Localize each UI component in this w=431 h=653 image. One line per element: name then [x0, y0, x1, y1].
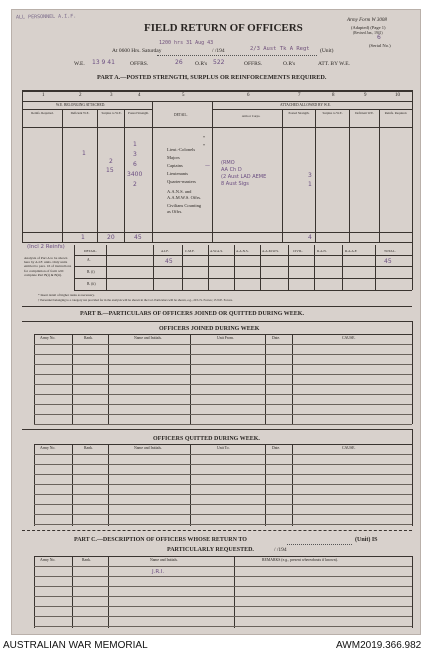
analysis-head: R.A.A.F. — [345, 249, 358, 253]
date-blanks: / /194 — [212, 48, 225, 54]
analysis-head: A.A.N.S. — [236, 249, 249, 253]
part-c-signature: J.R.I. — [152, 569, 165, 575]
total-col7: 4 — [308, 234, 312, 241]
subhead-right: Posted Strength. — [288, 111, 310, 115]
incl-note: (Incl 2 Reinfs) — [27, 244, 65, 250]
hw-attached-value: AA Ch D — [221, 167, 242, 173]
analysis-head: DETAIL. — [84, 249, 97, 253]
subhead-right: Surplus to W.E. — [322, 111, 343, 115]
part-c-head: REMARKS (e.g., present whereabouts if known). — [262, 558, 338, 562]
analysis-head: C.M.F. — [185, 249, 195, 253]
table-rule — [34, 414, 412, 415]
table-rule — [34, 464, 412, 465]
subhead-right: Deficient W.E. — [355, 111, 374, 115]
footer-credit: AUSTRALIAN WAR MEMORIAL — [3, 640, 148, 651]
part-c-head: Army No. — [40, 558, 56, 562]
column-number: 6 — [247, 93, 250, 98]
table-head: Name and Initials. — [134, 446, 162, 450]
total-col3: 20 — [107, 234, 115, 241]
table-head: Date. — [272, 446, 281, 450]
hw-col3-value: 15 — [106, 167, 114, 174]
table-rule — [34, 504, 412, 505]
offrs-label: OFFRS. — [130, 61, 149, 67]
table-rule — [34, 596, 412, 597]
column-number: 8 — [332, 93, 335, 98]
part-c-date: / /194 — [274, 547, 287, 553]
subhead-left: Surplus to W.E. — [101, 111, 122, 115]
part-b-title: PART B.—PARTICULARS OF OFFICERS JOINED OR QUITTED DURING WEEK. — [80, 311, 304, 317]
subhead-right: Arm or Corps. — [241, 114, 261, 118]
form-reference: Army Form W 3008 — [347, 18, 387, 23]
column-number: 7 — [298, 93, 301, 98]
hw-col7-value: 1 — [308, 181, 312, 188]
analysis-aif: 45 — [165, 258, 173, 265]
ors-label: O.R's — [195, 61, 208, 67]
we-label: W.E. — [74, 61, 85, 67]
part-c-head: Name and Initials. — [150, 558, 178, 562]
table-rule — [34, 404, 412, 405]
analysis-note: Analysis of Part A to be shown here by A.I.F. units. Only units entitled to para. 16 of instructions for compilation of form will complete Part B(i) & B(ii). — [24, 256, 72, 277]
analysis-row-label: B. (ii) — [87, 282, 96, 286]
table-head: Unit To. — [217, 446, 230, 450]
hw-dash: — — [205, 163, 210, 169]
column-number: 3 — [110, 93, 113, 98]
footer-accession: AWM2019.366.982 — [336, 640, 422, 651]
table-rule — [34, 384, 412, 385]
total-col4: 45 — [134, 234, 142, 241]
table-rule — [34, 354, 412, 355]
serial-value: 6 — [377, 34, 381, 41]
form-adapted: (Adapted) (Page 1) — [351, 25, 386, 30]
att-label: ATT. BY W.E. — [318, 61, 350, 67]
part-c-head: Rank. — [82, 558, 91, 562]
part-c-title: PART C.—DESCRIPTION OF OFFICERS WHOSE RETURN TO — [74, 537, 247, 543]
ors2-label: O.R's — [283, 61, 296, 67]
rank-label: as Offrs. — [167, 209, 183, 214]
table-rule — [34, 616, 412, 617]
table-rule — [34, 424, 412, 425]
rank-label: A.A.M.W.S. Offrs. — [167, 195, 202, 200]
hw-col4-value: 2 — [133, 181, 137, 188]
hw-col4-value: 1 — [133, 141, 137, 148]
corner-stamp: ALL PERSONNEL A.I.F. — [15, 13, 77, 21]
table-rule — [34, 344, 412, 345]
table-head: Unit From. — [217, 336, 234, 340]
table-head: Name and Initials. — [134, 336, 162, 340]
rank-label: Lieutenants — [167, 171, 188, 176]
table-rule — [34, 494, 412, 495]
unit-label: (Unit) — [320, 48, 334, 54]
rank-label: Civilians Counting — [167, 203, 202, 208]
we-belonging-head: W.E. BELONGING ATTACHED. — [56, 103, 106, 107]
part-c-requested: PARTICULARLY REQUESTED. — [167, 547, 254, 553]
unit-stamp-time: 1200 hrs 31 Aug 43 — [159, 40, 214, 46]
hw-col3-value: 2 — [109, 158, 113, 165]
attached-allowed-head: ATTACHED ALLOWED BY W.E. — [280, 103, 331, 107]
table-rule — [34, 364, 412, 365]
at-label: At 0600 Hrs. Saturday — [112, 48, 162, 54]
column-number: 5 — [182, 93, 185, 98]
detail-head: DETAIL. — [174, 113, 188, 117]
form-title: FIELD RETURN OF OFFICERS — [144, 22, 303, 34]
table-head: Date. — [272, 336, 281, 340]
table-rule — [34, 576, 412, 577]
joined-title: OFFICERS JOINED DURING WEEK — [159, 326, 260, 332]
column-number: 9 — [364, 93, 367, 98]
analysis-head: A.I.F. — [161, 249, 169, 253]
rank-label: Majors — [167, 155, 180, 160]
subhead-right: Reinfs. Required. — [384, 111, 408, 115]
rank-label: Captains — [167, 163, 183, 168]
table-rule — [34, 606, 412, 607]
hw-attached-value: 8 Aust Sigs — [221, 181, 249, 187]
analysis-head: A.W.A.S. — [210, 249, 224, 253]
table-rule — [34, 586, 412, 587]
serial-label: (Serial No.) — [369, 43, 391, 48]
table-head: CAUSE. — [342, 446, 356, 450]
subhead-left: Posted Strength. — [128, 111, 149, 115]
hw-col4-value: 6 — [133, 161, 137, 168]
analysis-head: R.A.N. — [317, 249, 327, 253]
analysis-total: 45 — [384, 258, 392, 265]
we-values: 13 9 41 — [92, 59, 115, 66]
field-return-form: ALL PERSONNEL A.I.F. FIELD RETURN OF OFFICERS Army Form W 3008 (Adapted) (Page 1) (Revised Jan., 1941) 6 (Serial No.) At 0600 Hrs. Saturday 1200 hrs 31 Aug 43 / /194 2/3 Aust Tk A Regt (Unit) W.E. 13 9 41 OFFRS. 26 O.R's 522 OFFRS. O.R's ATT. BY W.E. PART A.—POSTED STRENGTH, SURPLUS OR REINFORCEMENTS REQUIRED. 1 2 3 4 5 6 7 8 9 10 W.E. BELONGING ATTACHED. ATTACHED ALLOWED BY W.E. Reinfs. Required. Deficient W.E. Surplus to W.E. Posted Strength. Arm or Corps. Posted Strength. Surplus to W.E. Deficient W.E. Reinfs. Required. DETAIL. Lieut.-Colonels Majors Captains Lieutenants Quarter-masters A.A.N.S. and A.A.M.W.S. Offrs. Civilians Counting as Offrs. * * 1 2 15 1 3 6 3400 2 (RMO AA Ch D (2 Aust LAD AEME 8 Aust Sigs — 3 1 1 20 45 4 (Incl 2 Reinfs) Analysis of Part A to be shown here by A.I.F. units. Only units entitled to para. 16 of instructions for compilation of form will complete Part B(i) & B(ii). DETAIL. A.I.F. C.M.F. A.W.A.S. A.A.N.S. A.A.M.W.S. CIVIL. R.A.N. R.A.A.F. TOTAL. A. B. (i) B. (ii) 45 45 * Insert detail of higher ranks as necessary. † Personnel belonging to a category not provided for in the analysis will be shown in the Col. Particulars will be shown, e.g., 20 U.S. Forces; 15 N.E. Forces. PART B.—PARTICULARS OF OFFICERS JOINED OR QUITTED DURING WEEK. OFFICERS JOINED DURING WEEK Army No. Rank. Name and Initials. Unit From. Date. CAUSE. OFFICERS QUITTED DURING WEEK. Army No. Rank. Name and Initials. Unit To. Date. CAUSE. PART C.—DESCRIPTION OF OFFICERS WHOSE RETURN TO (Unit) IS PARTICULARLY REQUESTED. / /194 Army No. Rank. Name and Initials. REMARKS (e.g., present whereabouts if known). J.R.I. — [11, 9, 421, 635]
table-rule — [34, 474, 412, 475]
hw-col4-value: 3 — [133, 151, 137, 158]
hw-col2: 1 — [82, 150, 86, 157]
table-rule — [34, 484, 412, 485]
table-head: Rank. — [84, 336, 93, 340]
part-c-unit-is: (Unit) IS — [355, 537, 378, 543]
hw-col4-value: 3400 — [127, 171, 143, 178]
table-head: CAUSE. — [342, 336, 356, 340]
table-rule — [34, 514, 412, 515]
table-rule — [34, 626, 412, 627]
hw-attached-value: (2 Aust LAD AEME — [221, 174, 267, 180]
analysis-head: A.A.M.W.S. — [262, 249, 279, 253]
unit-stamp-name: 2/3 Aust Tk A Regt — [250, 46, 310, 52]
quitted-title: OFFICERS QUITTED DURING WEEK. — [153, 436, 260, 442]
table-rule — [34, 394, 412, 395]
table-rule — [34, 454, 412, 455]
analysis-head: TOTAL. — [384, 249, 396, 253]
part-a-title: PART A.—POSTED STRENGTH, SURPLUS OR REINFORCEMENTS REQUIRED. — [97, 74, 327, 81]
column-number: 4 — [138, 93, 141, 98]
footnote-2: † Personnel belonging to a category not provided for in the analysis will be shown in the Col. Particulars will be shown, e.g., 20 U.S. Forces; 15 N.E. Forces. — [38, 298, 233, 302]
offrs-value: 26 — [175, 59, 183, 66]
table-rule — [34, 524, 412, 525]
footnote-1: * Insert detail of higher ranks as necessary. — [38, 293, 95, 297]
table-head: Rank. — [84, 446, 93, 450]
column-number: 10 — [395, 93, 400, 98]
subhead-left: Deficient W.E. — [70, 111, 90, 115]
hw-attached-value: (RMO — [221, 160, 235, 166]
rank-label: Lieut.-Colonels — [167, 147, 196, 152]
analysis-row-label: A. — [87, 258, 91, 262]
rank-label: Quarter-masters — [167, 179, 196, 184]
table-head: Army No. — [40, 336, 56, 340]
subhead-left: Reinfs. Required. — [31, 111, 54, 115]
analysis-row-label: B. (i) — [87, 270, 95, 274]
hw-col7-value: 3 — [308, 172, 312, 179]
rank-label: A.A.N.S. and — [167, 189, 192, 194]
offrs2-label: OFFRS. — [244, 61, 263, 67]
column-number: 1 — [42, 93, 45, 98]
table-head: Army No. — [40, 446, 56, 450]
ors-value: 522 — [213, 59, 225, 66]
form-revised: (Revised Jan., 1941) — [353, 31, 383, 35]
analysis-head: CIVIL. — [293, 249, 303, 253]
table-rule — [34, 566, 412, 567]
column-number: 2 — [79, 93, 82, 98]
total-col2: 1 — [81, 234, 85, 241]
table-rule — [34, 374, 412, 375]
